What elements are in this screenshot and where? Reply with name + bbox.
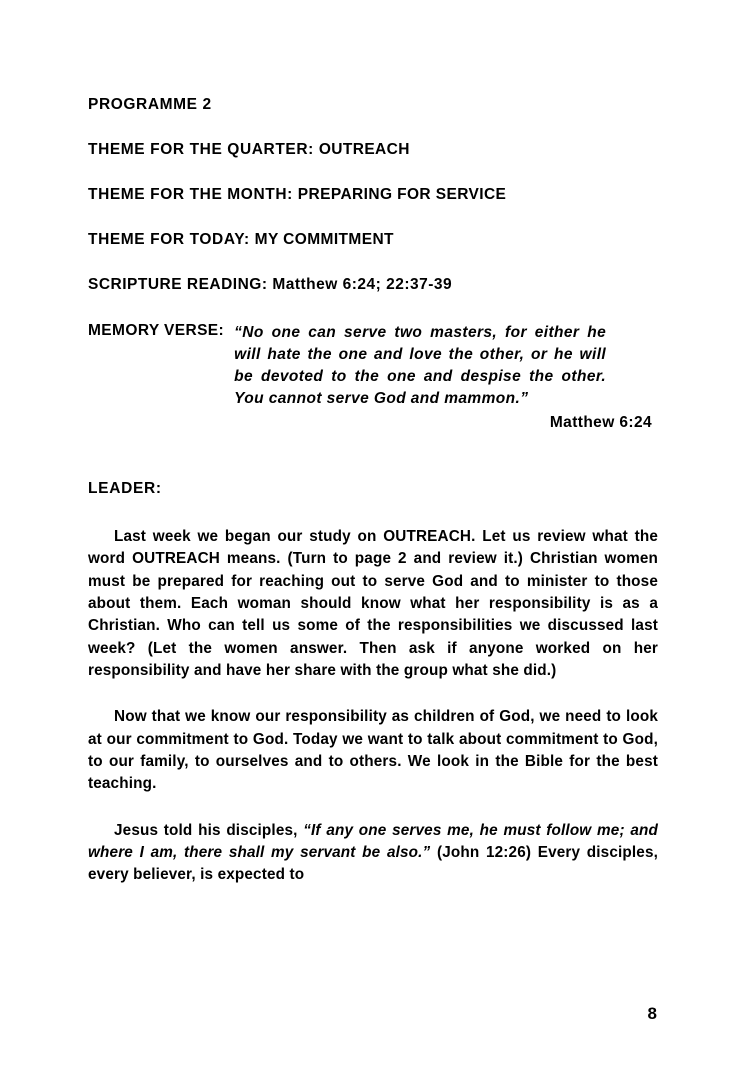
page-number: 8 — [647, 1004, 657, 1023]
body-paragraph-2: Now that we know our responsibility as children of God, we need to look at our commitment to God. Today we want to talk about commitment to God, to our family, to ourselves and to others. We look in the Bible for the best teaching. — [88, 708, 658, 793]
theme-today-value: MY COMMITMENT — [254, 231, 394, 248]
theme-quarter-label: THEME FOR THE QUARTER: — [88, 141, 314, 158]
memory-verse-reference: Matthew 6:24 — [549, 414, 652, 431]
body-paragraph-1: Last week we began our study on OUTREACH. Let us review what the word OUTREACH means. (Turn to page 2 and review it.) Christian women must be prepared for reaching out to serve God and to minister to those about them. Each woman should know what her responsibility is as a Christian. Who can tell us some of the responsibilities we discussed last week? (Let the women answer. Then ask if anyone worked on her responsibility and have her share with the group what she did.) — [88, 528, 658, 679]
memory-verse-text: “No one can serve two masters, for either he will hate the one and love the other, or he will be devoted to the one and despise the other. You cannot serve God and mammon.” — [234, 324, 607, 407]
leader-label: LEADER: — [88, 480, 162, 497]
theme-month-line — [88, 186, 658, 204]
theme-quarter-value: OUTREACH — [318, 141, 410, 158]
theme-quarter-line — [88, 141, 658, 159]
page-content — [88, 96, 658, 911]
theme-month-value: PREPARING FOR SERVICE — [297, 186, 507, 203]
paragraph-3-after: (John 12:26) Every disciples, every believer, is expected to — [88, 843, 658, 884]
scripture-reading: SCRIPTURE READING: Matthew 6:24; 22:37-39 — [88, 276, 453, 293]
theme-today-line — [88, 231, 658, 249]
memory-verse-block — [88, 322, 658, 410]
programme-title: PROGRAMME 2 — [88, 96, 212, 113]
theme-month-label: THEME FOR THE MONTH: — [88, 186, 293, 203]
body-paragraph-3 — [88, 820, 658, 887]
theme-today-label: THEME FOR TODAY: — [88, 231, 250, 248]
paragraph-3-quote: “If any one serves me, he must follow me; and where I am, there shall my servant be also.” — [88, 821, 658, 861]
memory-verse-label: MEMORY VERSE: — [88, 322, 225, 339]
paragraph-3-before: Jesus told his disciples, — [114, 821, 304, 839]
